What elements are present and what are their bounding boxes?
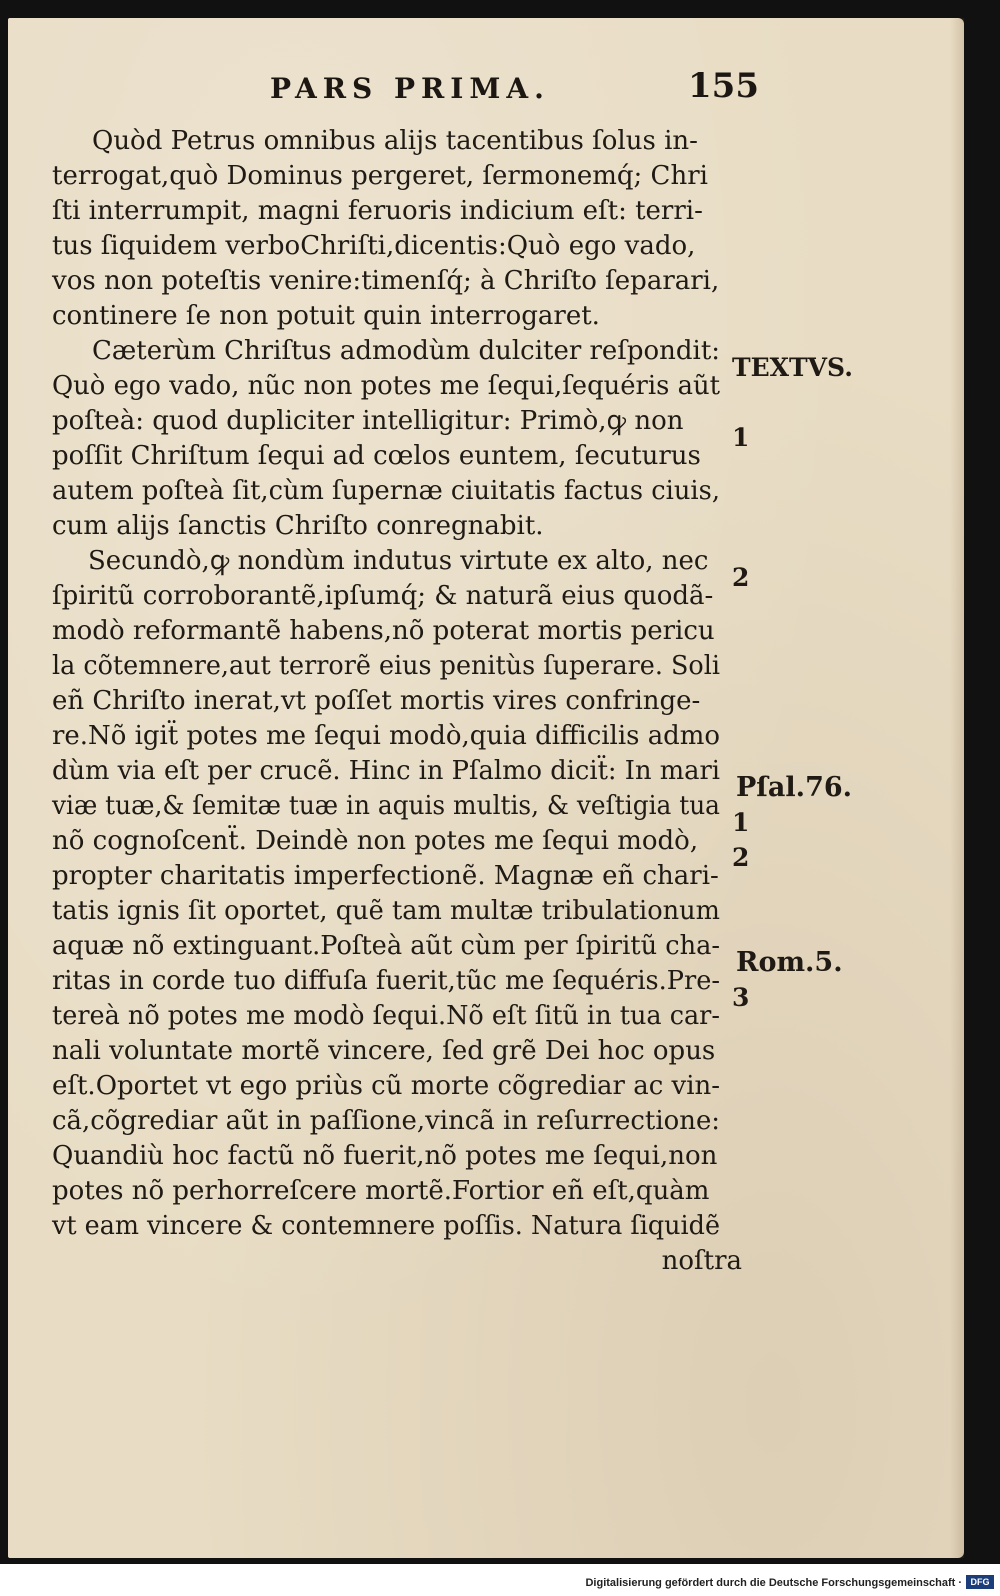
text-line: Secundò,ꝙ nondùm indutus virtute ex alto, nec (88, 546, 709, 576)
text-line: ſti interrumpit, magni feruoris indicium eſt: terri- (52, 196, 703, 226)
page-number: 155 (688, 66, 759, 106)
text-line: poſteà: quod dupliciter intelligitur: Primò,ꝙ non (52, 406, 684, 436)
body-text (52, 124, 742, 1279)
margin-note-textus: TEXTVS. (732, 353, 853, 382)
text-line: cã,cõgrediar aũt in paſſione,vincã in reſurrectione: (52, 1106, 721, 1136)
margin-number: 1 (732, 808, 750, 837)
margin-number: 1 (732, 423, 750, 452)
text-line: nali voluntate mortẽ vincere, ſed grẽ Dei hoc opus (52, 1036, 716, 1066)
text-line: terrogat,quò Dominus pergeret, ſermonemq́; Chri (52, 161, 708, 191)
text-line: poſſit Chriſtum ſequi ad cœlos euntem, ſecuturus (52, 441, 701, 471)
text-line: dùm via eſt per crucẽ. Hinc in Pſalmo diciẗ: In mari (52, 756, 721, 786)
text-line: potes nõ perhorreſcere mortẽ.Fortior eñ eſt,quàm (52, 1176, 710, 1206)
catchword: noſtra (661, 1246, 742, 1276)
text-line: re.Nõ igiẗ potes me ſequi modò,quia difficilis admo (52, 721, 721, 751)
text-line: tereà nõ potes me modò ſequi.Nõ eſt ſitũ in tua car- (52, 1001, 720, 1031)
margin-number: 2 (732, 843, 750, 872)
text-line: continere ſe non potuit quin interrogaret. (52, 301, 600, 331)
text-line: propter charitatis imperfectionẽ. Magnæ eñ chari- (52, 861, 719, 891)
running-title: PARS PRIMA. (270, 72, 550, 105)
page-edge-shadow (950, 18, 964, 1558)
margin-note-psalm: Pſal.76. (736, 772, 853, 803)
margin-number: 3 (732, 983, 750, 1012)
text-line: nõ cognoſcenẗ. Deindè non potes me ſequi modò, (52, 826, 699, 856)
text-line: eñ Chriſto inerat,vt poſſet mortis vires confringe- (52, 686, 701, 716)
text-line: eſt.Oportet vt ego priùs cũ morte cõgrediar ac vin- (52, 1071, 721, 1101)
text-line: cum alijs ſanctis Chriſto conregnabit. (52, 511, 544, 541)
text-line: modò reformantẽ habens,nõ poterat mortis pericu (52, 616, 715, 646)
text-line: Quò ego vado, nũc non potes me ſequi,ſequéris aũt (52, 371, 721, 401)
funding-credit: Digitalisierung gefördert durch die Deutsche Forschungsgemeinschaft · (585, 1577, 962, 1589)
text-line: autem poſteà ſit,cùm ſupernæ ciuitatis factus ciuis, (52, 476, 720, 506)
text-line: Cæterùm Chriſtus admodùm dulciter reſpondit: (92, 336, 721, 366)
margin-note-romans: Rom.5. (736, 947, 843, 978)
text-line: vos non poteſtis venire:timenſq́; à Chriſto ſeparari, (52, 266, 720, 296)
text-line: viæ tuæ,& ſemitæ tuæ in aquis multis, & veſtigia tua (52, 791, 720, 821)
margin-number: 2 (732, 563, 750, 592)
text-line: ſpiritũ corroborantẽ,ipſumq́; & naturã eius quodã- (52, 581, 714, 611)
dfg-logo: DFG (966, 1575, 994, 1589)
text-line: ritas in corde tuo diffuſa fuerit,tũc me ſequéris.Pre- (52, 966, 721, 996)
text-line: vt eam vincere & contemnere poſſis. Natura ſiquidẽ (52, 1211, 721, 1241)
text-line: aquæ nõ extinguant.Poſteà aũt cùm per ſpiritũ cha- (52, 931, 721, 961)
text-line: Quòd Petrus omnibus alijs tacentibus ſolus in- (92, 126, 698, 156)
text-line: tus ſiquidem verboChriſti,dicentis:Quò ego vado, (52, 231, 696, 261)
text-line: Quandiù hoc factũ nõ fuerit,nõ potes me ſequi,non (52, 1141, 718, 1171)
text-line: tatis ignis ſit oportet, quẽ tam multæ tribulationum (52, 896, 720, 926)
text-line: la cõtemnere,aut terrorẽ eius penitùs ſuperare. Soli (52, 651, 721, 681)
